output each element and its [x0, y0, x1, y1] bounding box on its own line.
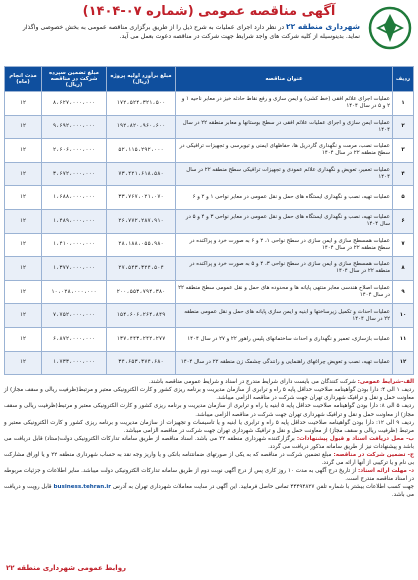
table-row	[5, 209, 414, 233]
time-text: از تاریخ درج آگهی به مدت ۱۰ روز کاری پس از درج آگهی نوبت دوم از طریق سامانه تدارکات الکترونیکی دولت میباشد. سایر اطلاعات و جزئیات مربوطه در اسناد مناقصه مندرج است.	[4, 468, 414, 483]
contact-end: قابل رویت و دریافت می باشد.	[4, 484, 414, 499]
row-deposit: ۲،۶۰۶،۰۰۰،۰۰۰	[42, 139, 107, 163]
row-estimate: ۳۳،۷۶۷،۰۲۱،۰۷۰	[107, 186, 176, 210]
row-deposit: ۱۰،۰۲۸،۰۰۰،۰۰۰	[42, 280, 107, 304]
municipality-logo-icon	[368, 6, 412, 50]
col-header-subject: عنوان مناقصه	[176, 67, 393, 92]
row-num: ۱۲	[393, 351, 414, 375]
deposit-text: مبلغ تضمین شرکت در مناقصه که به یکی از صورتهای ضمانتنامه بانکی و یا واریز وجه نقد به حساب شهرداری منطقه ۲۲ و یا اوراق مشارکت بی نام و یا ترکیبی از آنها ارائه می گردد.	[4, 451, 414, 467]
row-subject: عملیات تعمیر، تعویض و نگهداری علائم عمودی و تجهیزات ترافیکی سطح منطقه ۲۲ در سال ۱۴۰۴	[176, 162, 393, 186]
table-row	[5, 115, 414, 139]
row-duration: ۱۲	[5, 162, 42, 186]
row-num: ۴	[393, 162, 414, 186]
tender-notice	[4, 4, 414, 572]
intro-text	[10, 22, 360, 41]
table-row	[5, 280, 414, 304]
intro-body: در نظر دارد اجرای عملیات به شرح ذیل را از طریق برگزاری مناقصه عمومی به بخش خصوصی واگذار نماید. بدینوسیله از کلیه شرکت های واجد شرایط جهت شرکت در مناقصه دعوت بعمل می آید.	[22, 24, 360, 40]
contact-text: جهت کسب اطلاعات بیشتر با شماره تلفن ۴۴۴۹۴۸۲۷ تماس حاصل فرمایید. این آگهی در سایت معاملات شهرداری تهران به آدرس	[112, 484, 414, 491]
row-deposit: ۸،۶۲۷،۰۰۰،۰۰۰	[42, 92, 107, 116]
row-num: ۱۰	[393, 304, 414, 328]
row-duration: ۱۲	[5, 115, 42, 139]
conditions-intro: شرکت کنندگان می بایست دارای شرایط مندرج در اسناد و شرایط عمومی مناقصه باشند.	[148, 379, 356, 386]
time-paragraph	[4, 467, 414, 483]
org-name: شهرداری منطقه ۲۲	[286, 22, 360, 31]
row-num: ۵	[393, 186, 414, 210]
row-subject: عملیات تهیه، نصب و نگهداری ایستگاه های حمل و نقل عمومی در معابر نواحی ۳ و ۴ و ۵ در سال ۱۴۰۴	[176, 209, 393, 233]
row-deposit: ۳،۶۷۲،۰۰۰،۰۰۰	[42, 162, 107, 186]
row-deposit: ۷،۷۵۲،۰۰۰،۰۰۰	[42, 304, 107, 328]
contact-paragraph	[4, 483, 414, 499]
condition-2: ردیف ۵ الی ۸: دارا بودن گواهینامه صلاحیت حداقل پایه ۵ ابنیه یا راه و ترابری از سازمان مدیریت و برنامه ریزی کشور و کارت الکترونیکی معتبر و مرتبط(ظرفیت ریالی و سقف مجاز) از معاونت حمل و نقل و ترافیک شهرداری تهران جهت شرکت در مناقصه الزامی میباشد.	[4, 403, 414, 418]
row-estimate: ۵۲،۱۱۵،۲۹۲،۰۰۰	[107, 139, 176, 163]
row-subject: عملیات همسطح سازی و ایمن سازی در سطح نواحی ۱، ۲ و ۶ به صورت خرد و پراکنده در سطح منطقه ۲۲ در سال ۱۴۰۴	[176, 233, 393, 257]
col-header-estimate: مبلغ برآورد اولیه پروژه (ریال)	[107, 67, 176, 92]
row-num: ۳	[393, 139, 414, 163]
row-subject: عملیات اجرای علائم افقی (خط کشی) و ایمن سازی و رفع نقاط حادثه خیز در معابر ناحیه ۱ و ۲ و ۵ در سال ۱۴۰۴	[176, 92, 393, 116]
row-subject: عملیات تهیه، نصب و تعویض چراغهای راهنمایی و رانندگی چشمک زن منطقه ۲۲ در سال ۱۴۰۴	[176, 351, 393, 375]
time-title: د- مهلت ارائه اسناد:	[358, 468, 414, 475]
table-row	[5, 257, 414, 281]
conditions-paragraph	[4, 378, 414, 386]
row-subject: عملیات نصب، مرمت و نگهداری گاردریل ها، حفاظهای ایمنی و تیوبرسی و تجهیزات ترافیکی در سطح منطقه ۲۲ در سال ۱۴۰۴	[176, 139, 393, 163]
row-num: ۶	[393, 209, 414, 233]
notice-header	[4, 4, 414, 66]
row-subject: عملیات اصلاح هندسی معابر منتهی پایانه ها و محدوده های حمل و نقل عمومی سطح منطقه ۲۲ در سال ۱۴۰۴	[176, 280, 393, 304]
row-num: ۱	[393, 92, 414, 116]
deposit-title: ج- تضمین شرکت در مناقصه:	[333, 451, 414, 458]
row-duration: ۱۲	[5, 327, 42, 351]
row-duration: ۱۲	[5, 304, 42, 328]
row-subject: عملیات احداث و تکمیل زیرساختها و ابنیه و ایمن سازی پایانه های حمل و نقل عمومی منطقه ۲۲ در سال ۱۴۰۴	[176, 304, 393, 328]
row-estimate: ۷۳،۴۲۱،۶۱۸،۵۸۰	[107, 162, 176, 186]
table-row	[5, 139, 414, 163]
row-deposit: ۱،۴۸۹،۰۰۰،۰۰۰	[42, 209, 107, 233]
footer-signature: روابط عمومی شهرداری منطقه ۲۲	[6, 564, 127, 572]
table-row	[5, 233, 414, 257]
table-row	[5, 92, 414, 116]
conditions-section	[4, 378, 414, 499]
tender-rows	[5, 92, 414, 375]
docs-title: ب- محل دریافت اسناد و قبول پیشنهادات:	[296, 435, 415, 442]
table-header-row	[5, 67, 414, 92]
row-estimate: ۲۰۰،۵۵۳،۷۹۴،۳۸۰	[107, 280, 176, 304]
col-header-duration: مدت انجام (ماه)	[5, 67, 42, 92]
row-deposit: ۱،۶۸۸،۰۰۰،۰۰۰	[42, 186, 107, 210]
row-duration: ۱۲	[5, 92, 42, 116]
row-estimate: ۱۳۷،۴۴۳،۲۴۲،۲۷۷	[107, 327, 176, 351]
table-row	[5, 327, 414, 351]
row-estimate: ۱۷۲،۵۲۴،۳۲۱،۵۰۰	[107, 92, 176, 116]
page-title: آگهی مناقصه عمومی (شماره ۰۷-۱۴۰۴)	[82, 4, 336, 19]
table-row	[5, 162, 414, 186]
row-estimate: ۲۸،۱۸۸،۰۵۵،۹۸۰	[107, 233, 176, 257]
table-row	[5, 186, 414, 210]
docs-text: برگزارکننده شهرداری منطقه ۲۲ می باشد. اسناد مناقصه از طریق سامانه تدارکات الکترونیکی دولت(ستاد) قابل دریافت می باشد و پیشنهادات نیز از طریق سامانه مذکور دریافت می گردد.	[4, 435, 414, 450]
row-estimate: ۲۶،۷۷۲،۲۸۷،۹۱۰	[107, 209, 176, 233]
row-deposit: ۱،۴۱۰،۰۰۰،۰۰۰	[42, 233, 107, 257]
condition-1: ردیف ۱ الی ۴: دارا بودن گواهینامه صلاحیت حداقل پایه ۵ راه و ترابری از سازمان مدیریت و برنامه ریزی کشور و کارت الکترونیکی معتبر و مرتبط(ظرفیت ریالی و سقف مجاز) از معاونت حمل و نقل و ترافیک شهرداری تهران جهت شرکت در مناقصه الزامی میباشد.	[4, 387, 415, 402]
tender-table	[4, 66, 414, 375]
row-duration: ۱۲	[5, 186, 42, 210]
condition-3: ردیف ۹ الی ۱۲: دارا بودن گواهینامه صلاحیت حداقل پایه ۵ راه و ترابری یا ابنیه و یا تاسیسات و تجهیزات از سازمان مدیریت و برنامه ریزی کشور و کارت الکترونیکی معتبر و مرتبط (ظرفیت ریالی و سقف مجاز) از معاونت حمل و نقل و ترافیک شهرداری تهران جهت شرکت در مناقصه الزامی میباشد.	[4, 419, 414, 434]
row-duration: ۱۲	[5, 233, 42, 257]
docs-paragraph	[4, 435, 414, 451]
row-subject: عملیات همسطح سازی و ایمن سازی در سطح نواحی ۳، ۴ و ۵ به صورت خرد و پراکنده در منطقه ۲۲ در سال ۱۴۰۴	[176, 257, 393, 281]
col-header-deposit: مبلغ تضمین سپرده شرکت در مناقصه (ریال)	[42, 67, 107, 92]
row-subject: عملیات ایمن سازی و اجرای عملیات علائم افقی در سطح بوستانها و معابر منطقه ۲۲ در سال ۱۴۰۴	[176, 115, 393, 139]
row-duration: ۱۲	[5, 139, 42, 163]
row-num: ۲	[393, 115, 414, 139]
row-estimate: ۱۹۲،۸۲۰،۹۶۰،۶۰۰	[107, 115, 176, 139]
row-estimate: ۳۴،۶۵۳،۳۷۴،۶۸۰	[107, 351, 176, 375]
row-deposit: ۶،۸۷۲،۰۰۰،۰۰۰	[42, 327, 107, 351]
conditions-title: الف-شرایط عمومی:	[357, 379, 414, 386]
row-subject: عملیات تهیه، نصب و نگهداری ایستگاه های حمل و نقل عمومی در معابر نواحی ۱ و ۲ و ۶	[176, 186, 393, 210]
row-deposit: ۱،۷۳۳،۰۰۰،۰۰۰	[42, 351, 107, 375]
row-duration: ۱۲	[5, 280, 42, 304]
table-row	[5, 351, 414, 375]
row-num: ۸	[393, 257, 414, 281]
row-estimate: ۱۵۴،۶۰۶،۲۶۴،۸۴۹	[107, 304, 176, 328]
row-deposit: ۱،۳۷۷،۰۰۰،۰۰۰	[42, 257, 107, 281]
row-subject: عملیات بازسازی، تعمیر و نگهداری و احداث ساختمانهای پلیس راهور ۲۲ و ۲۷ در سال ۱۴۰۴	[176, 327, 393, 351]
deposit-paragraph	[4, 451, 414, 467]
row-num: ۷	[393, 233, 414, 257]
row-num: ۹	[393, 280, 414, 304]
row-estimate: ۲۷،۵۴۳،۳۲۴،۵۰۴	[107, 257, 176, 281]
row-num: ۱۱	[393, 327, 414, 351]
website-link[interactable]: business.tehran.ir	[53, 484, 112, 491]
row-duration: ۱۲	[5, 351, 42, 375]
row-deposit: ۹،۶۹۲،۰۰۰،۰۰۰	[42, 115, 107, 139]
row-duration: ۱۲	[5, 257, 42, 281]
row-duration: ۱۲	[5, 209, 42, 233]
col-header-num: ردیف	[393, 67, 414, 92]
table-row	[5, 304, 414, 328]
